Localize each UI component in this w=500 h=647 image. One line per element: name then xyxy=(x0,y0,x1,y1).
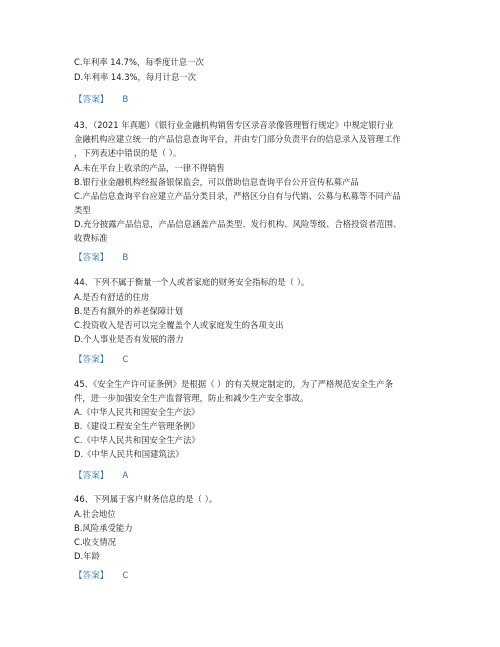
q44-option-b: B.是否有额外的养老保障计划 xyxy=(74,306,183,316)
q46-option-d: D.年龄 xyxy=(74,551,100,561)
answer-label: 【答案】 xyxy=(74,571,109,581)
q43-option-a: A.未在平台上收录的产品，一律不得销售 xyxy=(74,163,225,173)
q46-stem: 46、下列属于客户财务信息的是（ ）。 xyxy=(74,494,218,504)
answer-value: B xyxy=(122,95,129,105)
q45-option-d: D.《中华人民共和国建筑法》 xyxy=(74,449,184,459)
q42-answer xyxy=(74,94,128,106)
answer-label: 【答案】 xyxy=(74,471,109,481)
q43-stem-line1: 43、（2021 年真题）《银行业金融机构销售专区录音录像管理暂行规定》中规定银行业 xyxy=(74,120,394,130)
q46-answer xyxy=(74,570,128,582)
answer-label: 【答案】 xyxy=(74,95,109,105)
q44-stem: 44、下列不属于衡量一个人或者家庭的财务安全指标的是（ ）。 xyxy=(74,277,310,287)
q43-stem-line3: ，下列表述中错误的是（ ）。 xyxy=(74,148,182,158)
q43-option-d-cont: 收费标准 xyxy=(74,233,108,243)
q43-option-b: B.银行业金融机构经报备银保监会，可以借助信息查询平台公开宣传私募产品 xyxy=(74,177,359,187)
q45-answer xyxy=(74,470,128,482)
answer-value: C xyxy=(122,571,129,581)
q46-option-c: C.收支情况 xyxy=(74,537,117,547)
answer-value: C xyxy=(122,355,129,365)
q46-option-a: A.社会地位 xyxy=(74,509,116,519)
q44-answer xyxy=(74,354,128,366)
q45-option-c: C.《中华人民共和国安全生产法》 xyxy=(74,435,200,445)
q43-option-d: D.充分披露产品信息，产品信息涵盖产品类型、发行机构、风险等级、合格投资者范围、 xyxy=(74,219,402,229)
q44-option-a: A.是否有舒适的住房 xyxy=(74,292,150,302)
q45-option-b: B.《建设工程安全生产管理条例》 xyxy=(74,421,200,431)
answer-value: B xyxy=(122,253,129,263)
q43-stem-line2: 金融机构应建立统一的产品信息查询平台，并由专门部分负责平台的信息录入及管理工作 xyxy=(74,134,401,144)
q45-stem-line2: 件，进一步加强安全生产监督管理，防止和减少生产安全事故。 xyxy=(74,393,309,403)
answer-label: 【答案】 xyxy=(74,253,109,263)
q43-option-c-cont: 类型 xyxy=(74,205,91,215)
q43-option-c: C.产品信息查询平台应建立产品分类目录，严格区分自有与代销、公募与私募等不同产品 xyxy=(74,191,401,201)
q45-stem-line1: 45、《安全生产许可证条例》是根据（ ）的有关规定制定的，为了严格规范安全生产条 xyxy=(74,379,393,389)
answer-value: A xyxy=(122,471,129,481)
q44-option-c: C.投资收入是否可以完全覆盖个人或家庭发生的各项支出 xyxy=(74,320,284,330)
q43-answer xyxy=(74,252,128,264)
q46-option-b: B.风险承受能力 xyxy=(74,523,133,533)
q45-option-a: A.《中华人民共和国安全生产法》 xyxy=(74,407,200,417)
q44-option-d: D.个人事业是否有发展的潜力 xyxy=(74,334,184,344)
q42-option-c: C.年利率 14.7%，每季度计息一次 xyxy=(74,57,204,67)
answer-label: 【答案】 xyxy=(74,355,109,365)
q42-option-d: D.年利率 14.3%，每月计息一次 xyxy=(74,72,197,82)
